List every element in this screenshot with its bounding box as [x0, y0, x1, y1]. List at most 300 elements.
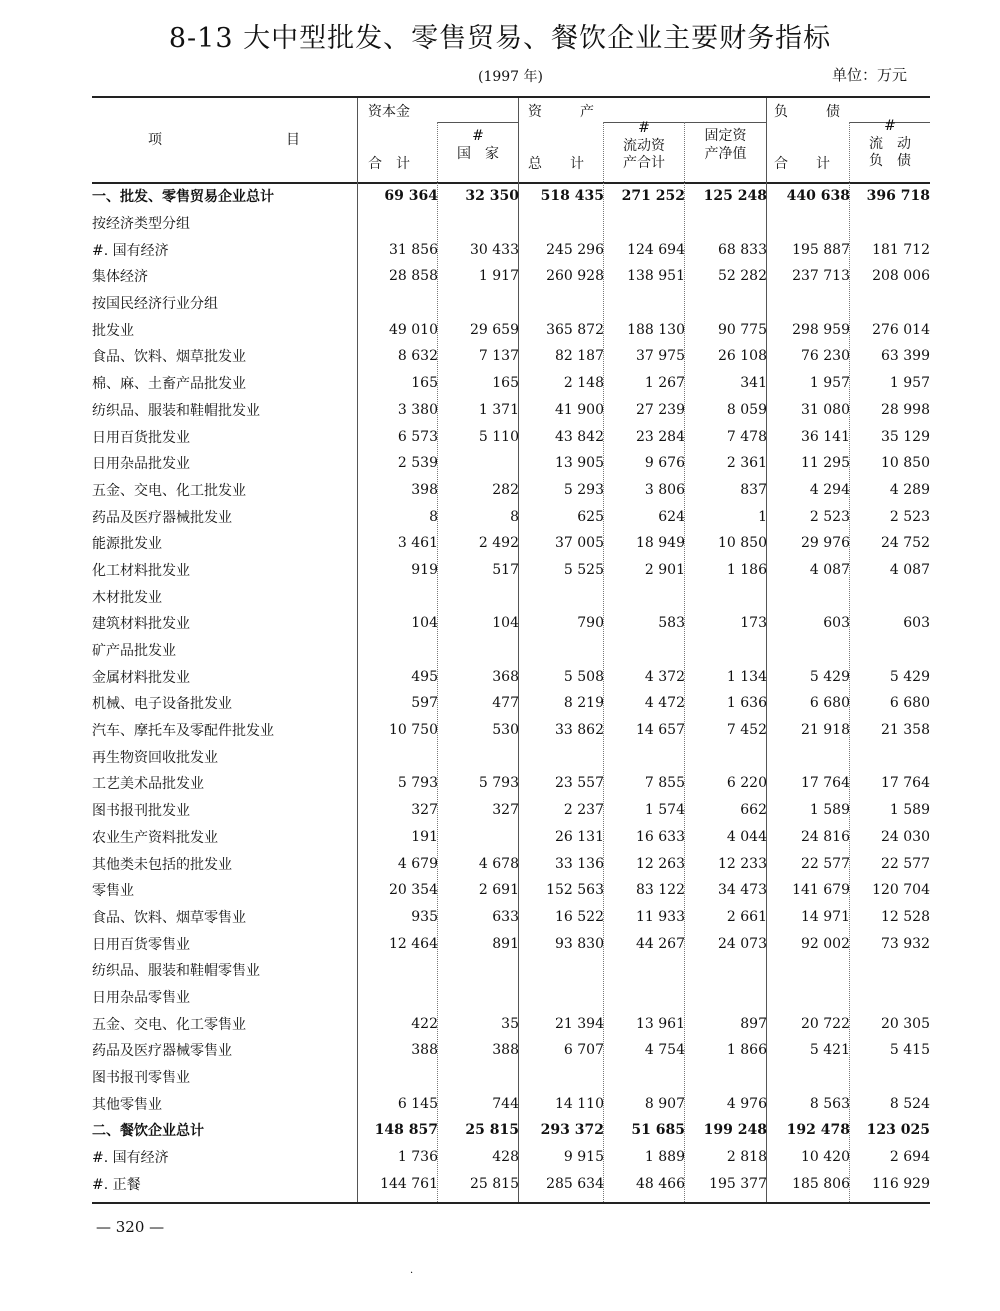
cell-value: 2 492 — [478, 535, 519, 552]
cell-value — [357, 1064, 438, 1091]
cell-value: 6 680 — [889, 695, 930, 712]
cell-value: 16 522 — [555, 908, 604, 925]
row-label: 纺织品、服装和鞋帽零售业 — [92, 963, 260, 980]
row-label: 日用百货零售业 — [92, 936, 190, 953]
cell-value: 34 473 — [718, 882, 767, 899]
cell-value: 195 377 — [709, 1175, 767, 1192]
table-row — [92, 236, 930, 263]
cell-value: 398 — [411, 481, 438, 498]
cell-value — [604, 583, 685, 610]
cell-value: 5 429 — [889, 668, 930, 685]
cell-value: 744 — [492, 1095, 519, 1112]
cell-value: 4 294 — [809, 481, 850, 498]
cell-value — [438, 637, 519, 664]
header-current-liab-1: 流 动 — [869, 136, 911, 152]
cell-value: 25 815 — [465, 1122, 519, 1139]
cell-value — [438, 743, 519, 770]
cell-value: 52 282 — [718, 268, 767, 285]
cell-value — [685, 583, 767, 610]
row-label: 药品及医疗器械批发业 — [92, 509, 232, 526]
row-label: 日用杂品零售业 — [92, 989, 190, 1006]
cell-value: 104 — [492, 615, 519, 632]
cell-value: 73 932 — [881, 935, 930, 952]
row-label: 纺织品、服装和鞋帽批发业 — [92, 402, 260, 419]
cell-value: 181 712 — [872, 241, 930, 258]
cell-value: 104 — [411, 615, 438, 632]
cell-value: 4 976 — [726, 1095, 767, 1112]
cell-value: 7 452 — [726, 722, 767, 739]
table-row — [92, 343, 930, 370]
cell-value — [519, 743, 604, 770]
cell-value — [685, 290, 767, 317]
cell-value: 13 961 — [636, 1015, 685, 1032]
table-row — [92, 477, 930, 504]
table-row — [92, 904, 930, 931]
row-label: 棉、麻、土畜产品批发业 — [92, 376, 246, 393]
cell-value: 624 — [658, 508, 685, 525]
cell-value: 23 557 — [555, 775, 604, 792]
cell-value: 891 — [492, 935, 519, 952]
cell-value: 11 933 — [636, 908, 685, 925]
cell-value: 597 — [411, 695, 438, 712]
cell-value: 837 — [740, 481, 767, 498]
cell-value: 8 — [510, 508, 519, 525]
header-item-b: 目 — [286, 132, 300, 148]
cell-value: 125 248 — [703, 188, 767, 205]
cell-value — [685, 210, 767, 237]
cell-value: 2 148 — [563, 375, 604, 392]
row-label: 五金、交电、化工批发业 — [92, 482, 246, 499]
cell-value — [438, 984, 519, 1011]
cell-value: 191 — [411, 828, 438, 845]
cell-value: 3 461 — [397, 535, 438, 552]
cell-value: 36 141 — [801, 428, 850, 445]
cell-value: 22 577 — [801, 855, 850, 872]
cell-value: 124 694 — [627, 241, 685, 258]
row-label: 能源批发业 — [92, 536, 162, 553]
cell-value: 1 186 — [726, 561, 767, 578]
cell-value — [519, 583, 604, 610]
cell-value: 26 131 — [555, 828, 604, 845]
row-label: 矿产品批发业 — [92, 643, 176, 660]
row-label: 按经济类型分组 — [92, 216, 190, 233]
cell-value: 583 — [658, 615, 685, 632]
cell-value: 935 — [411, 908, 438, 925]
cell-value — [438, 957, 519, 984]
row-label: 集体经济 — [92, 269, 148, 286]
cell-value: 21 358 — [881, 722, 930, 739]
cell-value: 298 959 — [792, 321, 850, 338]
row-label: 机械、电子设备批发业 — [92, 696, 232, 713]
table-row — [92, 557, 930, 584]
cell-value: 341 — [740, 375, 767, 392]
cell-value: 20 305 — [881, 1015, 930, 1032]
row-label: 其他类未包括的批发业 — [92, 856, 232, 873]
scan-dot: · — [410, 1268, 414, 1279]
table-row — [92, 850, 930, 877]
cell-value: 185 806 — [792, 1175, 850, 1192]
cell-value: 93 830 — [555, 935, 604, 952]
cell-value: 8 907 — [644, 1095, 685, 1112]
row-label: 二、餐饮企业总计 — [92, 1123, 204, 1140]
cell-value: 28 858 — [389, 268, 438, 285]
cell-value: 5 415 — [889, 1042, 930, 1059]
table-row — [92, 690, 930, 717]
cell-value: 165 — [492, 375, 519, 392]
cell-value — [519, 210, 604, 237]
cell-value: 271 252 — [621, 188, 685, 205]
cell-value: 82 187 — [555, 348, 604, 365]
table-row — [92, 503, 930, 530]
cell-value: 51 685 — [631, 1122, 685, 1139]
cell-value: 8 632 — [397, 348, 438, 365]
header-hash2: # — [638, 120, 650, 136]
header-assets-b: 产 — [580, 104, 594, 120]
header-assets-total: 总 计 — [528, 156, 584, 172]
cell-value: 14 657 — [636, 722, 685, 739]
cell-value — [357, 984, 438, 1011]
cell-value: 31 080 — [801, 401, 850, 418]
cell-value: 6 707 — [563, 1042, 604, 1059]
cell-value: 5 508 — [563, 668, 604, 685]
cell-value: 83 122 — [636, 882, 685, 899]
cell-value: 5 421 — [809, 1042, 850, 1059]
cell-value — [767, 984, 850, 1011]
cell-value: 4 678 — [478, 855, 519, 872]
cell-value: 1 889 — [644, 1149, 685, 1166]
cell-value: 144 761 — [380, 1175, 438, 1192]
cell-value: 7 478 — [726, 428, 767, 445]
cell-value: 2 901 — [644, 561, 685, 578]
table-row — [92, 717, 930, 744]
cell-value: 16 633 — [636, 828, 685, 845]
cell-value: 43 842 — [555, 428, 604, 445]
cell-value: 48 466 — [636, 1175, 685, 1192]
cell-value — [850, 637, 930, 664]
cell-value: 2 361 — [726, 455, 767, 472]
cell-value — [519, 290, 604, 317]
cell-value: 4 679 — [397, 855, 438, 872]
cell-value: 12 464 — [389, 935, 438, 952]
cell-value: 530 — [492, 722, 519, 739]
cell-value: 8 524 — [889, 1095, 930, 1112]
table-row — [92, 370, 930, 397]
header-liab-b: 债 — [826, 104, 840, 120]
bottom-rule — [92, 1202, 930, 1204]
row-label: 化工材料批发业 — [92, 562, 190, 579]
cell-value: 30 433 — [470, 241, 519, 258]
row-label: 木材批发业 — [92, 589, 162, 606]
table-row — [92, 530, 930, 557]
table-row — [92, 263, 930, 290]
header-current-liab-2: 负 债 — [869, 153, 911, 169]
cell-value: 603 — [903, 615, 930, 632]
cell-value: 49 010 — [389, 321, 438, 338]
cell-value — [850, 984, 930, 1011]
cell-value: 1 957 — [889, 375, 930, 392]
cell-value: 245 296 — [546, 241, 604, 258]
table-row — [92, 610, 930, 637]
cell-value: 188 130 — [627, 321, 685, 338]
cell-value: 422 — [411, 1015, 438, 1032]
cell-value: 2 694 — [889, 1149, 930, 1166]
cell-value: 13 905 — [555, 455, 604, 472]
cell-value: 790 — [577, 615, 604, 632]
cell-value: 29 659 — [470, 321, 519, 338]
cell-value — [850, 290, 930, 317]
cell-value: 4 372 — [644, 668, 685, 685]
row-label: 建筑材料批发业 — [92, 616, 190, 633]
cell-value: 44 267 — [636, 935, 685, 952]
cell-value — [438, 583, 519, 610]
cell-value: 293 372 — [540, 1122, 604, 1139]
table-row — [92, 637, 930, 664]
cell-value: 2 661 — [726, 908, 767, 925]
row-label: #. 国有经济 — [92, 1150, 169, 1167]
cell-value: 24 030 — [881, 828, 930, 845]
cell-value: 208 006 — [872, 268, 930, 285]
cell-value — [850, 210, 930, 237]
table-row — [92, 824, 930, 851]
cell-value: 919 — [411, 561, 438, 578]
cell-value: 495 — [411, 668, 438, 685]
cell-value: 10 850 — [718, 535, 767, 552]
row-label: 药品及医疗器械零售业 — [92, 1043, 232, 1060]
cell-value: 17 764 — [801, 775, 850, 792]
cell-value — [438, 210, 519, 237]
unit-label: 单位：万元 — [832, 66, 908, 84]
cell-value: 2 523 — [889, 508, 930, 525]
cell-value: 365 872 — [546, 321, 604, 338]
cell-value: 31 856 — [389, 241, 438, 258]
cell-value: 388 — [411, 1042, 438, 1059]
cell-value: 11 295 — [801, 455, 850, 472]
cell-value: 368 — [492, 668, 519, 685]
header-assets-a: 资 — [528, 104, 542, 120]
cell-value: 35 129 — [881, 428, 930, 445]
cell-value: 90 775 — [718, 321, 767, 338]
table-row — [92, 423, 930, 450]
cell-value — [604, 1064, 685, 1091]
year-label: (1997 年) — [478, 69, 544, 85]
cell-value — [767, 290, 850, 317]
cell-value: 603 — [823, 615, 850, 632]
cell-value: 237 713 — [792, 268, 850, 285]
cell-value: 1 371 — [478, 401, 519, 418]
cell-value: 388 — [492, 1042, 519, 1059]
cell-value: 192 478 — [786, 1122, 850, 1139]
table-row — [92, 877, 930, 904]
cell-value: 5 793 — [397, 775, 438, 792]
header-current-assets-1: 流动资 — [623, 138, 665, 154]
table-row — [92, 450, 930, 477]
cell-value: 20 354 — [389, 882, 438, 899]
cell-value — [438, 824, 519, 851]
cell-value: 14 971 — [801, 908, 850, 925]
cell-value: 5 110 — [478, 428, 519, 445]
cell-value: 428 — [492, 1149, 519, 1166]
cell-value — [519, 637, 604, 664]
cell-value: 517 — [492, 561, 519, 578]
cell-value: 21 918 — [801, 722, 850, 739]
cell-value: 12 528 — [881, 908, 930, 925]
cell-value: 477 — [492, 695, 519, 712]
cell-value: 327 — [492, 802, 519, 819]
cell-value: 12 263 — [636, 855, 685, 872]
cell-value: 276 014 — [872, 321, 930, 338]
table-row — [92, 316, 930, 343]
cell-value: 41 900 — [555, 401, 604, 418]
table-row — [92, 957, 930, 984]
cell-value: 5 429 — [809, 668, 850, 685]
cell-value — [604, 743, 685, 770]
cell-value: 8 563 — [809, 1095, 850, 1112]
cell-value: 24 816 — [801, 828, 850, 845]
cell-value: 1 589 — [889, 802, 930, 819]
cell-value: 1 267 — [644, 375, 685, 392]
financial-table — [92, 183, 930, 1197]
cell-value: 8 219 — [563, 695, 604, 712]
cell-value: 625 — [577, 508, 604, 525]
cell-value: 29 976 — [801, 535, 850, 552]
cell-value — [685, 743, 767, 770]
cell-value: 20 722 — [801, 1015, 850, 1032]
cell-value — [357, 637, 438, 664]
table-row — [92, 183, 930, 210]
cell-value — [438, 450, 519, 477]
table-row — [92, 797, 930, 824]
row-label: 零售业 — [92, 883, 134, 900]
cell-value: 165 — [411, 375, 438, 392]
row-label: 农业生产资料批发业 — [92, 829, 218, 846]
cell-value: 63 399 — [881, 348, 930, 365]
table-row — [92, 1037, 930, 1064]
cell-value: 37 005 — [555, 535, 604, 552]
row-label: 五金、交电、化工零售业 — [92, 1016, 246, 1033]
cell-value — [604, 290, 685, 317]
cell-value: 116 929 — [872, 1175, 930, 1192]
cell-value: 4 087 — [809, 561, 850, 578]
cell-value: 2 523 — [809, 508, 850, 525]
cell-value: 1 — [758, 508, 767, 525]
cell-value: 27 239 — [636, 401, 685, 418]
cell-value: 18 949 — [636, 535, 685, 552]
table-row — [92, 770, 930, 797]
cell-value — [519, 957, 604, 984]
cell-value: 4 754 — [644, 1042, 685, 1059]
cell-value: 10 420 — [801, 1149, 850, 1166]
cell-value — [357, 957, 438, 984]
cell-value: 68 833 — [718, 241, 767, 258]
cell-value: 6 145 — [397, 1095, 438, 1112]
cell-value: 4 472 — [644, 695, 685, 712]
row-label: 图书报刊零售业 — [92, 1070, 190, 1087]
cell-value: 12 233 — [718, 855, 767, 872]
cell-value — [604, 957, 685, 984]
cell-value — [767, 210, 850, 237]
cell-value — [357, 743, 438, 770]
cell-value: 26 108 — [718, 348, 767, 365]
cell-value: 32 350 — [465, 188, 519, 205]
cell-value — [767, 1064, 850, 1091]
cell-value — [850, 957, 930, 984]
cell-value: 14 110 — [555, 1095, 604, 1112]
cell-value: 1 636 — [726, 695, 767, 712]
cell-value: 152 563 — [546, 882, 604, 899]
cell-value: 1 866 — [726, 1042, 767, 1059]
cell-value — [767, 637, 850, 664]
page-title: 8-13 大中型批发、零售贸易、餐饮企业主要财务指标 — [168, 23, 832, 54]
cell-value: 199 248 — [703, 1122, 767, 1139]
cell-value: 662 — [740, 802, 767, 819]
cell-value — [850, 583, 930, 610]
header-liab-a: 负 — [774, 104, 788, 120]
cell-value: 2 818 — [726, 1149, 767, 1166]
cell-value: 1 917 — [478, 268, 519, 285]
table-row — [92, 397, 930, 424]
row-label: 按国民经济行业分组 — [92, 296, 218, 313]
header-state: 国 家 — [457, 146, 499, 162]
cell-value — [850, 743, 930, 770]
cell-value — [357, 583, 438, 610]
row-label: #. 国有经济 — [92, 242, 169, 259]
table-row — [92, 1170, 930, 1197]
cell-value: 24 752 — [881, 535, 930, 552]
cell-value: 897 — [740, 1015, 767, 1032]
cell-value: 9 915 — [563, 1149, 604, 1166]
cell-value: 33 136 — [555, 855, 604, 872]
table-row — [92, 290, 930, 317]
cell-value: 120 704 — [872, 882, 930, 899]
cell-value: 1 957 — [809, 375, 850, 392]
cell-value: 6 220 — [726, 775, 767, 792]
cell-value: 5 525 — [563, 561, 604, 578]
cell-value: 33 862 — [555, 722, 604, 739]
cell-value: 24 073 — [718, 935, 767, 952]
cell-value: 633 — [492, 908, 519, 925]
capital-subrule — [438, 122, 518, 123]
cell-value: 518 435 — [540, 188, 604, 205]
cell-value: 6 573 — [397, 428, 438, 445]
cell-value: 69 364 — [384, 188, 438, 205]
cell-value: 76 230 — [801, 348, 850, 365]
cell-value: 173 — [740, 615, 767, 632]
cell-value — [767, 583, 850, 610]
row-label: 其他零售业 — [92, 1096, 162, 1113]
cell-value: 5 293 — [563, 481, 604, 498]
cell-value: 4 087 — [889, 561, 930, 578]
header-item-a: 项 — [148, 132, 162, 148]
row-label: 批发业 — [92, 322, 134, 339]
cell-value: 10 750 — [389, 722, 438, 739]
cell-value: 6 680 — [809, 695, 850, 712]
header-liab-total: 合 计 — [774, 156, 830, 172]
cell-value — [438, 1064, 519, 1091]
cell-value — [685, 984, 767, 1011]
cell-value: 10 850 — [881, 455, 930, 472]
header-capital-total: 合 计 — [368, 156, 410, 172]
cell-value — [438, 290, 519, 317]
row-label: 日用百货批发业 — [92, 429, 190, 446]
cell-value: 2 691 — [478, 882, 519, 899]
cell-value: 2 539 — [397, 455, 438, 472]
cell-value: 285 634 — [546, 1175, 604, 1192]
cell-value: 327 — [411, 802, 438, 819]
cell-value: 3 806 — [644, 481, 685, 498]
row-label: #. 正餐 — [92, 1176, 141, 1193]
cell-value — [519, 984, 604, 1011]
cell-value: 1 134 — [726, 668, 767, 685]
